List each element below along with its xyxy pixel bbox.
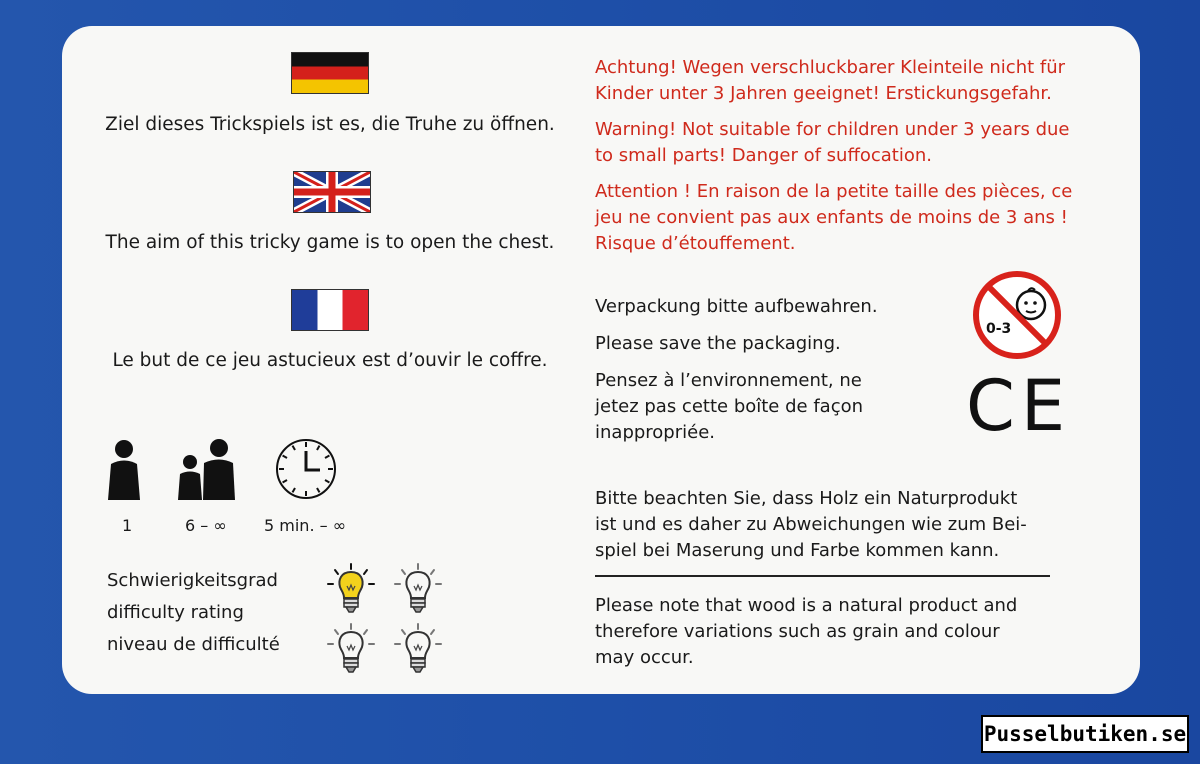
group-players-icon [176,438,236,506]
warning-fr-line-3: Risque d’étouffement. [595,233,796,254]
difficulty-bulb-unlit-icon [392,622,444,680]
packaging-fr-line-2: jetez pas cette boîte de façon [595,396,864,417]
players-group-label: 6 – ∞ [185,516,227,535]
german-flag-icon [291,52,369,94]
clock-icon [274,437,338,505]
english-goal-text: The aim of this tricky game is to open the chest. [105,232,555,253]
wood-note-de-line-3: spiel bei Maserung und Farbe kommen kann. [595,540,1000,561]
wood-note-en-line-3: may occur. [595,647,694,668]
age-warning-icon [971,269,1063,361]
warning-de-line-2: Kinder unter 3 Jahren geeignet! Erstickungsgefahr. [595,83,1052,104]
difficulty-bulb-unlit-icon [392,562,444,620]
duration-label: 5 min. – ∞ [264,516,347,535]
difficulty-bulb-lit-icon [325,562,377,620]
german-goal-text: Ziel dieses Trickspiels ist es, die Truhe zu öffnen. [105,114,555,135]
ce-mark-icon: CE [966,365,1072,447]
packaging-fr-line-3: inappropriée. [595,422,716,443]
wood-note-de-line-2: ist und es daher zu Abweichungen wie zum Bei- [595,514,1027,535]
watermark-logo: Pusselbutiken.se [981,715,1189,753]
divider-line [595,575,1050,577]
wood-note-en-line-1: Please note that wood is a natural product and [595,595,1018,616]
single-player-icon [107,440,141,506]
wood-note-en-line-2: therefore variations such as grain and colour [595,621,1000,642]
warning-fr-line-1: Attention ! En raison de la petite taille des pièces, ce [595,181,1073,202]
difficulty-bulb-unlit-icon [325,622,377,680]
warning-fr-line-2: jeu ne convient pas aux enfants de moins de 3 ans ! [595,207,1068,228]
packaging-de: Verpackung bitte aufbewahren. [595,296,878,317]
wood-note-de-line-1: Bitte beachten Sie, dass Holz ein Naturprodukt [595,488,1018,509]
french-flag-icon [291,289,369,331]
difficulty-label-fr: niveau de difficulté [107,634,280,655]
warning-en-line-1: Warning! Not suitable for children under 3 years due [595,119,1070,140]
warning-de-line-1: Achtung! Wegen verschluckbarer Kleinteile nicht für [595,57,1066,78]
uk-flag-icon [293,171,371,213]
players-single-label: 1 [122,516,133,535]
french-goal-text: Le but de ce jeu astucieux est d’ouvir le coffre. [112,350,548,371]
packaging-en: Please save the packaging. [595,333,841,354]
warning-en-line-2: to small parts! Danger of suffocation. [595,145,933,166]
difficulty-label-en: difficulty rating [107,602,244,623]
age-warning-label: 0-3 [986,321,1012,337]
difficulty-label-de: Schwierigkeitsgrad [107,570,278,591]
packaging-fr-line-1: Pensez à l’environnement, ne [595,370,862,391]
